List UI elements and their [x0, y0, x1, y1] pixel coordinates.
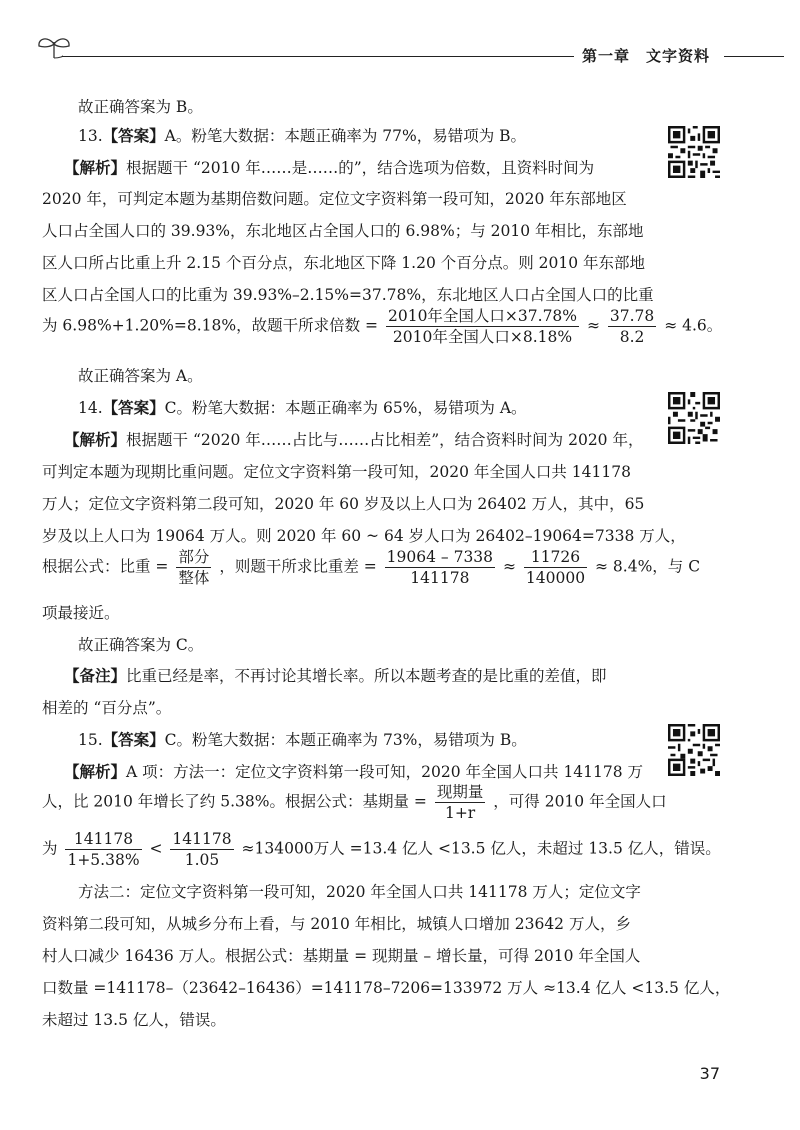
text-line: 项最接近。: [42, 604, 120, 622]
formula-prefix: 根据公式：比重 =: [42, 557, 169, 576]
fraction: [608, 307, 656, 346]
formula-line-15b: [42, 830, 721, 869]
less-than-sign: <: [149, 839, 163, 858]
answer-13: [78, 126, 526, 146]
fraction: [385, 548, 495, 587]
formula-suffix: ≈ 4.6。: [664, 316, 723, 335]
analysis-15: [64, 762, 643, 782]
fraction-numerator: 141178: [172, 830, 232, 848]
fraction-denominator: 8.2: [619, 328, 645, 346]
answer-label: 【答案】: [102, 127, 165, 145]
formula-prefix: 为 6.98%+1.20%=8.18%，故题干所求倍数 =: [42, 316, 379, 335]
fraction-numerator: 141178: [65, 830, 141, 850]
text-line: 资料第二段可知，从城乡分布上看，与 2010 年相比，城镇人口增加 23642 万人，乡: [42, 915, 631, 933]
qr-code-icon[interactable]: [668, 392, 720, 444]
analysis-14: [64, 430, 643, 450]
analysis-label: 【解析】: [64, 431, 127, 449]
formula-middle: ，则题干所求比重差 =: [219, 557, 377, 576]
approx-sign: ≈: [586, 316, 600, 335]
approx-sign: ≈: [502, 557, 516, 576]
fraction-numerator: 19064 – 7338: [386, 548, 494, 566]
text-line: 人口占全国人口的 39.93%，东北地区占全国人口的 6.98%；与 2010 年相比，东部地: [42, 222, 644, 240]
formula-suffix: ≈134000万人 =13.4 亿人 <13.5 亿人，未超过 13.5 亿人，错误。: [241, 839, 721, 858]
fraction-denominator: 1+r: [444, 804, 476, 822]
note-block: [64, 666, 607, 686]
question-number: 15.: [78, 731, 103, 749]
text-line: 方法二：定位文字资料第一段可知，2020 年全国人口共 141178 万人；定位文字: [78, 883, 641, 901]
fraction: [176, 548, 211, 587]
text-line: 故正确答案为 C。: [78, 636, 204, 654]
fraction-denominator: 2010年全国人口×8.18%: [392, 328, 573, 346]
fraction: [170, 830, 233, 869]
formula-suffix: ，可得 2010 年全国人口: [493, 792, 667, 811]
text-line: 口数量 =141178–（23642–16436）=141178–7206=133972 万人 ≈13.4 亿人 <13.5 亿人，: [42, 979, 731, 997]
fraction-denominator: 1+5.38%: [67, 851, 140, 869]
question-number: 13.: [78, 127, 103, 145]
fraction-numerator: 部分: [178, 548, 210, 566]
formula-prefix: 为: [42, 839, 58, 858]
qr-code-icon[interactable]: [668, 126, 720, 178]
fraction: [524, 548, 587, 587]
page-number: 37: [699, 1064, 720, 1083]
answer-label: 【答案】: [102, 399, 165, 417]
fraction-numerator: 11726: [524, 548, 587, 568]
note-text: 比重已经是率，不再讨论其增长率。所以本题考查的是比重的差值，即: [126, 667, 607, 685]
header-rule-left: [62, 56, 574, 57]
analysis-13: [64, 158, 594, 178]
text-line: 未超过 13.5 亿人，错误。: [42, 1011, 226, 1029]
answer-15: [78, 730, 527, 750]
fraction-denominator: 1.05: [184, 851, 220, 869]
formula-suffix: ≈ 8.4%，与 C: [595, 557, 701, 576]
fraction-denominator: 140000: [525, 569, 586, 587]
fraction: [386, 307, 579, 346]
analysis-text: 根据题干 “2010 年……是……的”，结合选项为倍数，且资料时间为: [126, 159, 595, 177]
text-line: 可判定本题为现期比重问题。定位文字资料第一段可知，2020 年全国人口共 141178: [42, 463, 631, 481]
text-line: 万人；定位文字资料第二段可知，2020 年 60 岁及以上人口为 26402 万人，其中，65: [42, 495, 645, 513]
answer-text: C。粉笔大数据：本题正确率为 65%，易错项为 A。: [164, 399, 527, 417]
formula-line-14: [42, 548, 700, 587]
text-line: 相差的 “百分点”。: [42, 699, 172, 717]
fraction: [435, 783, 486, 822]
answer-text: A。粉笔大数据：本题正确率为 77%，易错项为 B。: [164, 127, 527, 145]
chapter-label: 第一章: [582, 47, 631, 65]
formula-line-15a: [42, 783, 667, 822]
fraction-denominator: 整体: [178, 569, 210, 587]
text-line: 区人口所占比重上升 2.15 个百分点，东北地区下降 1.20 个百分点。则 2010 年东部地: [42, 254, 646, 272]
running-header: [582, 45, 726, 66]
text-line: 村人口减少 16436 万人。根据公式：基期量 = 现期量 – 增长量，可得 2010 年全国人: [42, 947, 641, 965]
fraction-numerator: 37.78: [609, 307, 655, 325]
text-line: 岁及以上人口为 19064 万人。则 2020 年 60 ~ 64 岁人口为 26402–19064=7338 万人，: [42, 527, 686, 545]
qr-code-icon[interactable]: [668, 724, 720, 776]
analysis-text: 根据题干 “2020 年……占比与……占比相差”，结合资料时间为 2020 年，: [126, 431, 644, 449]
answer-label: 【答案】: [102, 731, 165, 749]
formula-prefix: 人，比 2010 年增长了约 5.38%。根据公式：基期量 =: [42, 792, 427, 811]
fraction-numerator: 2010年全国人口×37.78%: [387, 307, 578, 325]
question-number: 14.: [78, 399, 103, 417]
formula-line-13: [42, 307, 722, 346]
answer-text: C。粉笔大数据：本题正确率为 73%，易错项为 B。: [164, 731, 527, 749]
fraction-numerator: 现期量: [436, 783, 484, 801]
fraction: [65, 830, 141, 869]
text-line: 故正确答案为 A。: [78, 367, 203, 385]
text-line: 故正确答案为 B。: [78, 98, 203, 116]
text-line: 区人口占全国人口的比重为 39.93%–2.15%=37.78%，东北地区人口占全国人口的比重: [42, 286, 654, 304]
fraction-denominator: 141178: [410, 569, 470, 587]
answer-14: [78, 398, 527, 418]
analysis-label: 【解析】: [64, 159, 127, 177]
header-rule-right: [724, 56, 784, 57]
chapter-title: 文字资料: [646, 47, 711, 65]
analysis-label: 【解析】: [64, 763, 127, 781]
note-label: 【备注】: [64, 667, 127, 685]
analysis-text: A 项：方法一：定位文字资料第一段可知，2020 年全国人口共 141178 万: [126, 763, 644, 781]
text-line: 2020 年，可判定本题为基期倍数问题。定位文字资料第一段可知，2020 年东部地区: [42, 190, 627, 208]
